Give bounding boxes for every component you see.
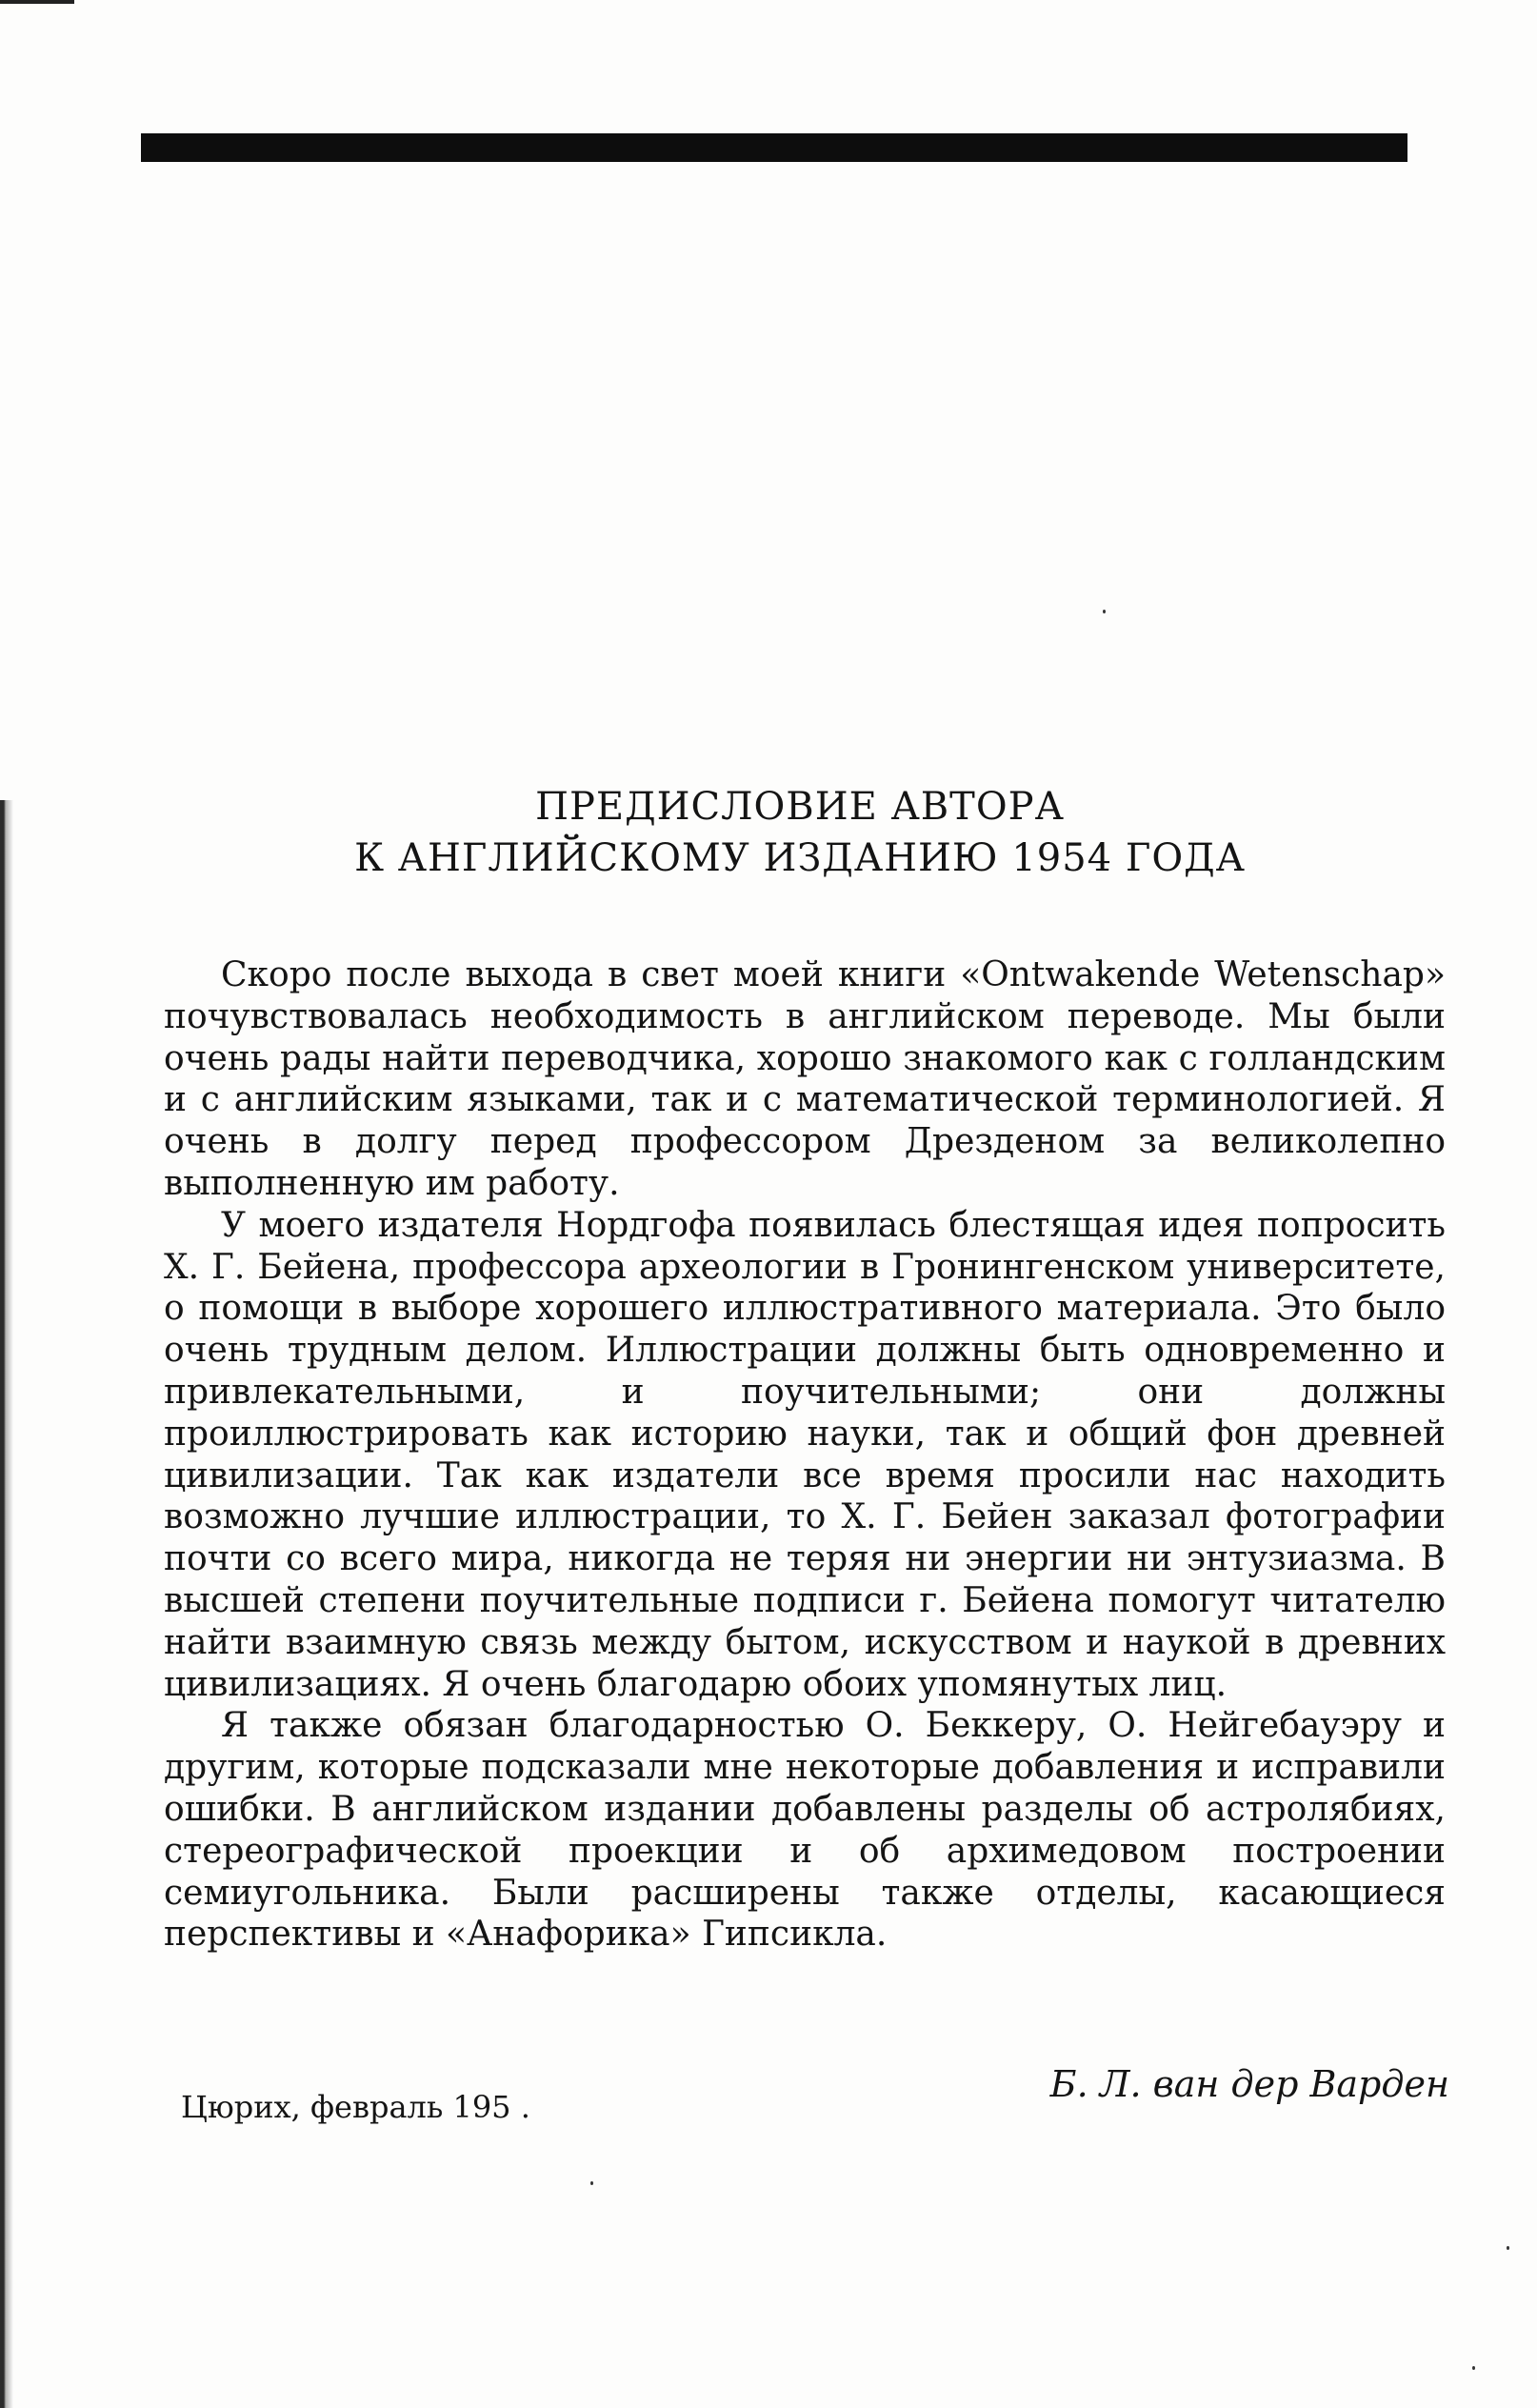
top-rule	[141, 133, 1407, 162]
paragraph-1: Скоро после выхода в свет моей книги «Ontwakende Wetenschap» почувствовалась необходимость в английском переводе. Мы были очень рады найти переводчика, хорошо знакомого как с голландским и с английским языками, так и с математической терминологией. Я очень в долгу перед профессором Дрезденом за великолепно выполненную им работу.	[164, 955, 1446, 1203]
scan-speck	[590, 2181, 593, 2185]
scan-speck	[1103, 610, 1106, 613]
scan-speck	[1507, 2246, 1509, 2250]
place-date: Цюрих, февраль 195 .	[181, 2089, 530, 2125]
title-line-1: ПРЕДИСЛОВИЕ АВТОРА	[535, 785, 1065, 829]
preface-body	[164, 954, 1446, 1956]
title-line-2: К АНГЛИЙСКОМУ ИЗДАНИЮ 1954 ГОДА	[354, 836, 1246, 880]
page-title	[190, 781, 1409, 884]
paragraph-3: Я также обязан благодарностью О. Беккеру, О. Нейгебауэру и другим, которые подсказали мне некоторые добавления и исправили ошибки. В английском издании добавлены разделы об астролябиях, стереографической проекции и об архимедовом построении семиугольника. Были расширены также отделы, касающиеся перспективы и «Анафорика» Гипсикла.	[164, 1706, 1446, 1955]
binding-shadow	[0, 800, 13, 2408]
scan-speck	[1472, 2366, 1475, 2370]
author-signature: Б. Л. ван дер Варден	[1049, 2063, 1449, 2105]
paragraph-2: У моего издателя Нордгофа появилась блестящая идея попросить Х. Г. Бейена, профессора археологии в Гронингенском университете, о помощи в выборе хорошего иллюстративного материала. Это было очень трудным делом. Иллюстрации должны быть одновременно и привлекательными, и поучительными; они должны проиллюстрировать как историю науки, так и общий фон древней цивилизации. Так как издатели все время просили нас находить возможно лучшие иллюстрации, то Х. Г. Бейен заказал фотографии почти со всего мира, никогда не теряя ни энергии ни энтузиазма. В высшей степени поучительные подписи г. Бейена помогут читателю найти взаимную связь между бытом, искусством и наукой в древних цивилизациях. Я очень благодарю обоих упомянутых лиц.	[164, 1205, 1446, 1704]
scan-corner-mark	[0, 0, 74, 4]
